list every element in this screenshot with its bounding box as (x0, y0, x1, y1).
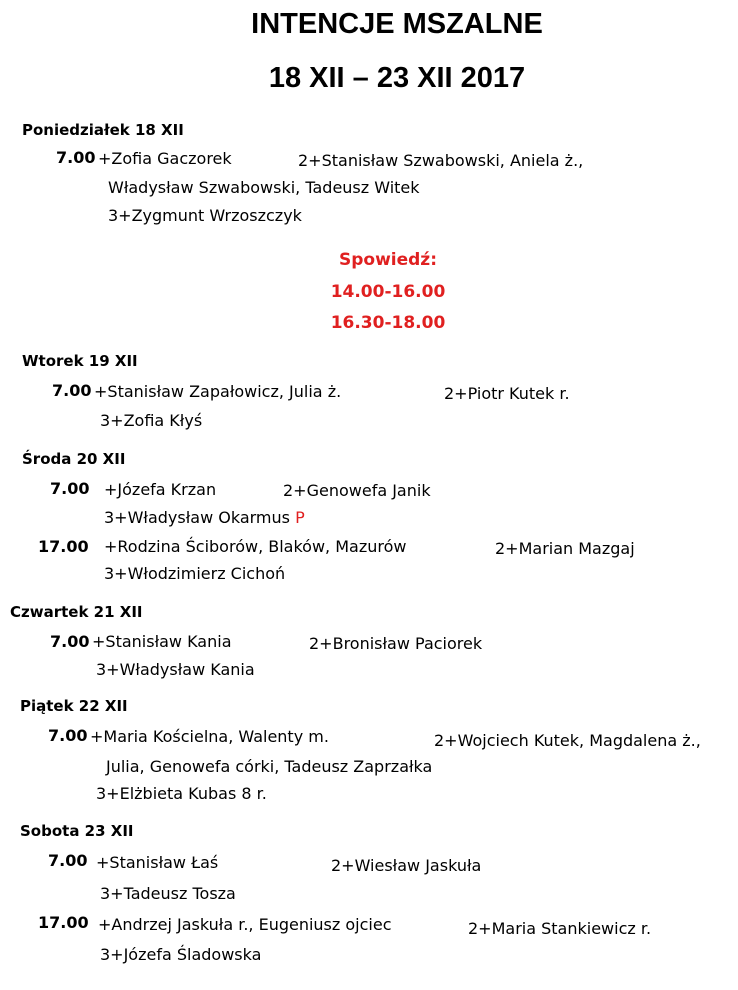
intention: 2+Bronisław Paciorek (309, 634, 483, 653)
intention: 3+Władysław Kania (96, 660, 255, 679)
confession-label: Spowiedź: (338, 250, 437, 270)
intention: 2+Piotr Kutek r. (444, 384, 570, 403)
mass-hour: 7.00 (50, 632, 90, 651)
intention: 2+Maria Stankiewicz r. (468, 919, 652, 938)
intention: +Stanisław Łaś (96, 853, 219, 872)
mass-hour: 7.00 (56, 148, 96, 167)
intention-continued: Władysław Szwabowski, Tadeusz Witek (108, 178, 420, 197)
confession-time: 16.30-18.00 (330, 313, 446, 333)
mass-hour: 7.00 (48, 851, 88, 870)
mass-hour: 7.00 (48, 726, 88, 745)
intention: 3+Zofia Kłyś (100, 411, 203, 430)
intention: 3+Tadeusz Tosza (100, 884, 236, 903)
intention: +Zofia Gaczorek (98, 149, 232, 168)
intention: 2+Wiesław Jaskuła (331, 856, 482, 875)
intention: 2+Wojciech Kutek, Magdalena ż., (434, 731, 701, 750)
intention: 3+Włodzimierz Cichoń (104, 564, 286, 583)
intention: 3+Zygmunt Wrzoszczyk (108, 206, 302, 225)
date-range: 18 XII – 23 XII 2017 (268, 62, 526, 94)
intention: +Stanisław Zapałowicz, Julia ż. (94, 382, 342, 401)
intention: 3+Władysław Okarmus P (104, 508, 305, 527)
intention: +Józefa Krzan (104, 480, 217, 499)
mass-hour: 7.00 (50, 479, 90, 498)
intention: 2+Stanisław Szwabowski, Aniela ż., (298, 151, 584, 170)
intention: +Maria Kościelna, Walenty m. (90, 727, 329, 746)
day-wednesday: Środa 20 XII (22, 450, 126, 468)
intention: +Rodzina Ściborów, Blaków, Mazurów (104, 537, 407, 556)
intention: +Stanisław Kania (92, 632, 232, 651)
intention: 2+Marian Mazgaj (495, 539, 635, 558)
intention-continued: Julia, Genowefa córki, Tadeusz Zaprzałka (106, 757, 433, 776)
mass-hour: 7.00 (52, 381, 92, 400)
day-thursday: Czwartek 21 XII (10, 603, 143, 621)
day-saturday: Sobota 23 XII (20, 822, 134, 840)
confession-mark: P (295, 508, 305, 527)
intention: +Andrzej Jaskuła r., Eugeniusz ojciec (98, 915, 392, 934)
mass-hour: 17.00 (38, 913, 89, 932)
intention: 2+Genowefa Janik (283, 481, 431, 500)
day-friday: Piątek 22 XII (20, 697, 128, 715)
day-monday: Poniedziałek 18 XII (22, 121, 184, 139)
intention: 3+Józefa Śladowska (100, 945, 262, 964)
mass-hour: 17.00 (38, 537, 89, 556)
page-title: INTENCJE MSZALNE (251, 8, 543, 40)
confession-time: 14.00-16.00 (330, 282, 446, 302)
day-tuesday: Wtorek 19 XII (22, 352, 138, 370)
intention: 3+Elżbieta Kubas 8 r. (96, 784, 267, 803)
